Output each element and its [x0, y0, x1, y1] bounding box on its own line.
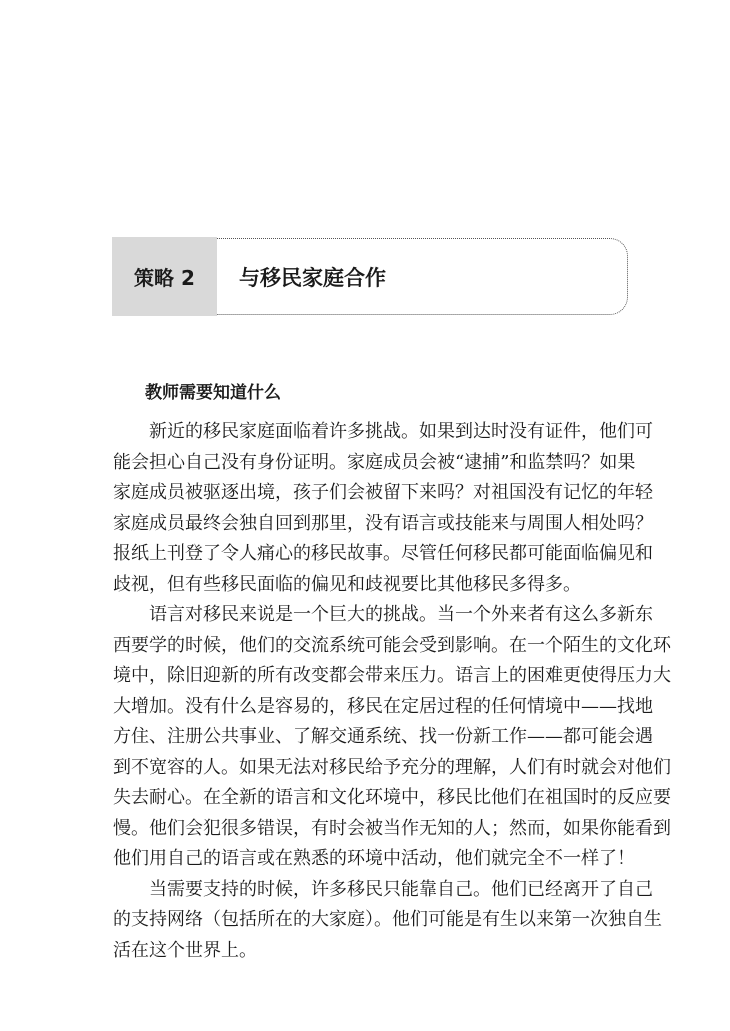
paragraph-line: 西要学的时候，他们的交流系统可能会受到影响。在一个陌生的文化环	[113, 634, 671, 656]
paragraph-line: 失去耐心。在全新的语言和文化环境中，移民比他们在祖国时的反应要	[113, 787, 671, 808]
body-text	[113, 417, 671, 966]
chapter-title: 与移民家庭合作	[239, 265, 386, 290]
paragraph-line: 能会担心自己没有身份证明。家庭成员会被“逮捕”和监禁吗？如果	[113, 451, 636, 473]
paragraph-line: 他们用自己的语言或在熟悉的环境中活动，他们就完全不一样了！	[113, 848, 635, 869]
paragraph-line: 报纸上刊登了令人痛心的移民故事。尽管任何移民都可能面临偏见和	[113, 543, 653, 564]
paragraph-line: 家庭成员被驱逐出境，孩子们会被留下来吗？对祖国没有记忆的年轻	[113, 482, 653, 503]
paragraph-line: 家庭成员最终会独自回到那里，没有语言或技能来与周围人相处吗？	[113, 512, 653, 534]
chapter-title-box	[217, 238, 628, 315]
paragraph-line: 方住、注册公共事业、了解交通系统、找一份新工作——都可能会遇	[113, 726, 653, 747]
paragraph-line: 歧视，但有些移民面临的偏见和歧视要比其他移民多得多。	[113, 573, 581, 595]
paragraph-line: 大增加。没有什么是容易的，移民在定居过程的任何情境中——找地	[113, 695, 653, 717]
paragraph-line: 境中，除旧迎新的所有改变都会带来压力。语言上的困难更使得压力大	[113, 665, 671, 686]
paragraph-line: 慢。他们会犯很多错误，有时会被当作无知的人；然而，如果你能看到	[113, 817, 671, 839]
paragraph-line: 的支持网络（包括所在的大家庭）。他们可能是有生以来第一次独自生	[113, 909, 662, 930]
paragraph-line: 活在这个世界上。	[113, 939, 257, 961]
paragraph-line: 到不宽容的人。如果无法对移民给予充分的理解，人们有时就会对他们	[113, 756, 671, 778]
section-heading: 教师需要知道什么	[145, 383, 281, 403]
paragraph-line: 当需要支持的时候，许多移民只能靠自己。他们已经离开了自己	[149, 878, 653, 900]
paragraph-line: 语言对移民来说是一个巨大的挑战。当一个外来者有这么多新东	[149, 604, 653, 625]
strategy-number: 策略 2	[112, 237, 217, 316]
paragraph-line: 新近的移民家庭面临着许多挑战。如果到达时没有证件，他们可	[149, 421, 653, 442]
